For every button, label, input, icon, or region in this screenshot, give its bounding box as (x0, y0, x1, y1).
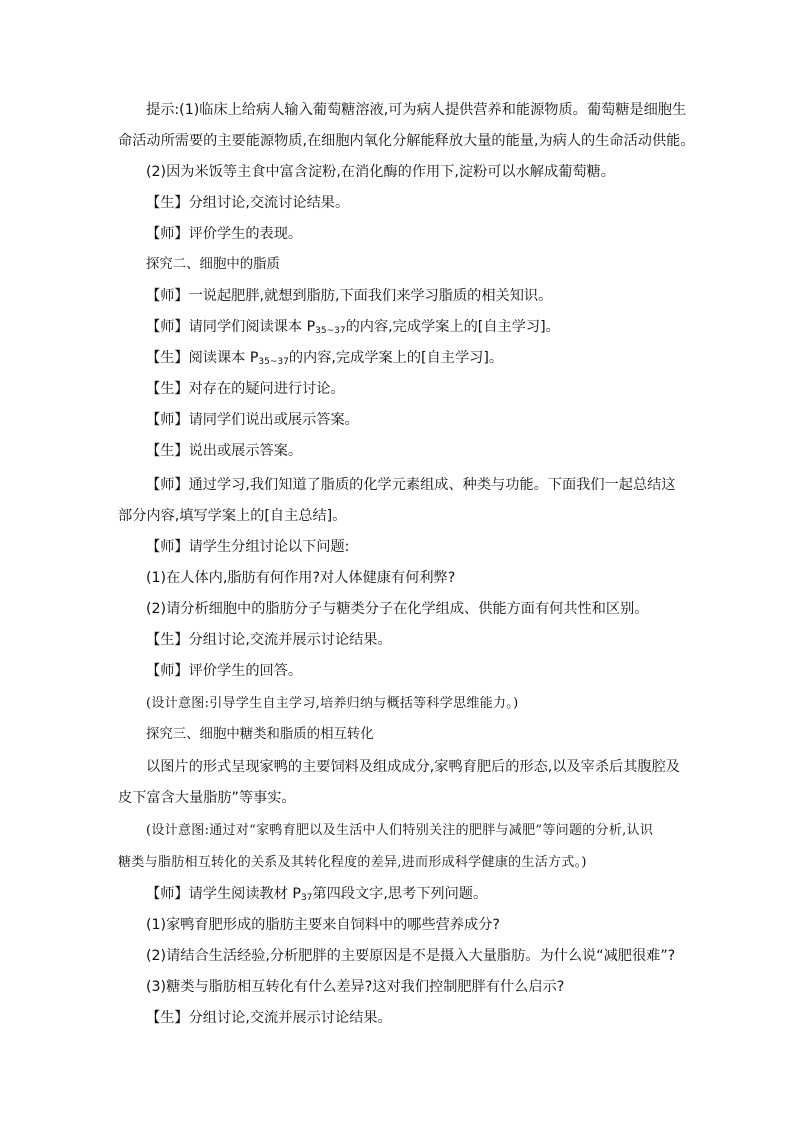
paragraph-line: (2)因为米饭等主食中富含淀粉,在消化酶的作用下,淀粉可以水解成葡萄糖。 (146, 164, 615, 180)
text-segment: 【师】请同学们阅读课本 P (146, 319, 316, 335)
text-segment: 的内容,完成学案上的[自主学习]。 (345, 319, 560, 335)
paragraph-line: (2)请结合生活经验,分析肥胖的主要原因是不是摄入大量脂肪。为什么说“减肥很难”? (146, 948, 676, 964)
paragraph-line: 【生】分组讨论,交流并展示讨论结果。 (146, 632, 392, 648)
paragraph-line: 【师】请学生分组讨论以下问题: (146, 539, 350, 555)
design-intent-note: 糖类与脂肪相互转化的关系及其转化程度的差异,进而形成科学健康的生活方式。) (118, 855, 587, 870)
paragraph-line: 部分内容,填写学案上的[自主总结]。 (118, 508, 347, 524)
design-intent-note: (设计意图:通过对“家鸭育肥以及生活中人们特别关注的肥胖与减肥”等问题的分析,认识 (146, 823, 654, 838)
paragraph-line: (1)在人体内,脂肪有何作用?对人体健康有何利弊? (146, 570, 456, 586)
paragraph-line: 皮下富含大量脂肪”等事实。 (118, 790, 296, 806)
paragraph-line: 【师】评价学生的回答。 (146, 663, 303, 679)
paragraph-line: 【生】分组讨论,交流讨论结果。 (146, 195, 350, 211)
text-segment: 的内容,完成学案上的[自主学习]。 (288, 350, 504, 366)
page-range-subscript: 35~37 (258, 357, 289, 367)
paragraph-line: 【生】说出或展示答案。 (146, 443, 303, 459)
paragraph-line: (2)请分析细胞中的脂肪分子与糖类分子在化学组成、供能方面有何共性和区别。 (146, 601, 649, 617)
paragraph-line: 【师】通过学习,我们知道了脂质的化学元素组成、种类与功能。下面我们一起总结这 (146, 477, 676, 493)
paragraph-line: (1)家鸭育肥形成的脂肪主要来自饲料中的哪些营养成分? (146, 917, 500, 933)
paragraph-line: 【生】分组讨论,交流并展示讨论结果。 (146, 1010, 392, 1026)
page-ref-subscript: 37 (300, 893, 313, 903)
paragraph-line: 【师】评价学生的表现。 (146, 226, 303, 242)
section-heading: 探究三、细胞中糖类和脂质的相互转化 (146, 727, 374, 742)
paragraph-line: 【师】一说起肥胖,就想到脂肪,下面我们来学习脂质的相关知识。 (146, 288, 553, 304)
section-heading: 探究二、细胞中的脂质 (146, 257, 280, 272)
paragraph-line: 【师】请同学们说出或展示答案。 (146, 412, 359, 428)
paragraph-line: 提示:(1)临床上给病人输入葡萄糖溶液,可为病人提供营养和能源物质。葡萄糖是细胞生 (146, 102, 687, 118)
paragraph-line: 【生】对存在的疑问进行讨论。 (146, 381, 345, 397)
design-intent-note: (设计意图:引导学生自主学习,培养归纳与概括等科学思维能力。) (146, 696, 519, 711)
paragraph-line (146, 884, 487, 904)
text-segment: 【师】请学生阅读教材 P (146, 886, 301, 902)
paragraph-line: 以图片的形式呈现家鸭的主要饲料及组成成分,家鸭育肥后的形态,以及宰杀后其腹腔及 (146, 759, 680, 775)
paragraph-line (146, 348, 503, 368)
paragraph-line (146, 317, 560, 337)
paragraph-line: (3)糖类与脂肪相互转化有什么差异?这对我们控制肥胖有什么启示? (146, 979, 565, 995)
page-range-subscript: 35~37 (315, 326, 346, 336)
text-segment: 【生】阅读课本 P (146, 350, 259, 366)
text-segment: 第四段文字,思考下列问题。 (312, 886, 488, 902)
paragraph-line: 命活动所需要的主要能源物质,在细胞内氧化分解能释放大量的能量,为病人的生命活动供能。 (118, 133, 695, 149)
